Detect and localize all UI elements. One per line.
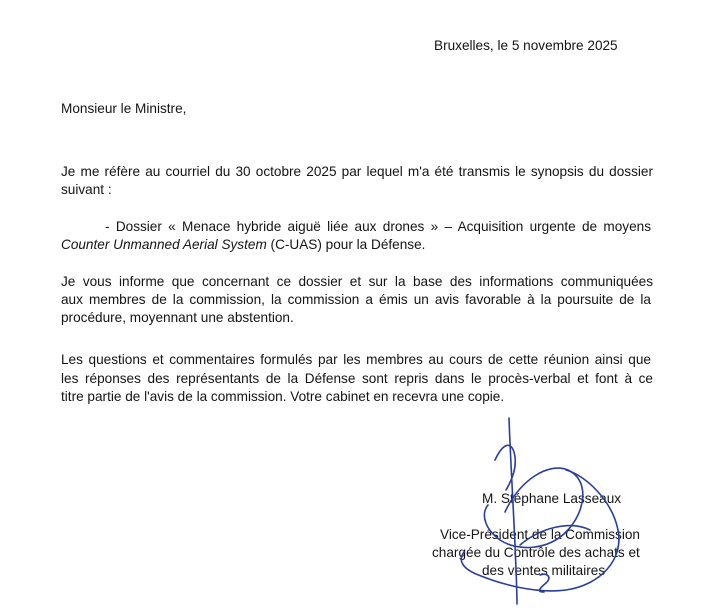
paragraph-3-line-1: Les questions et commentaires formulés par les membres au cours de cette réunion ainsi que — [61, 352, 651, 367]
signatory-role-line-1: Vice-Président de la Commission — [440, 527, 640, 542]
paragraph-3-line-2: les réponses des représentants de la Défense sont repris dans le procès-verbal et font à ce — [61, 371, 653, 386]
signatory-role-line-2: chargée du Contrôle des achats et — [432, 545, 640, 560]
dossier-line-2-rest: (C-UAS) pour la Défense. — [266, 237, 426, 252]
signatory-role-line-3: des ventes militaires — [482, 563, 606, 578]
paragraph-2-line-2: aux membres de la commission, la commission a émis un avis favorable à la poursuite de la — [61, 292, 651, 307]
salutation: Monsieur le Ministre, — [61, 101, 187, 116]
dossier-system-name: Counter Unmanned Aerial System — [61, 237, 267, 252]
paragraph-2-line-1: Je vous informe que concernant ce dossier et sur la base des informations communiquées — [61, 274, 653, 289]
dossier-line-2 — [61, 236, 425, 254]
signatory-name: M. Stéphane Lasseaux — [482, 491, 622, 506]
paragraph-1-line-2: suivant : — [61, 182, 112, 197]
paragraph-2-line-3: procédure, moyennant une abstention. — [61, 310, 294, 325]
paragraph-1-line-1: Je me réfère au courriel du 30 octobre 2025 par lequel m'a été transmis le synopsis du dossier — [61, 164, 653, 179]
dossier-line-1: - Dossier « Menace hybride aiguë liée aux drones » – Acquisition urgente de moyens — [105, 219, 651, 234]
paragraph-3-line-3: titre partie de l'avis de la commission. Votre cabinet en recevra une copie. — [61, 389, 505, 404]
letter-date: Bruxelles, le 5 novembre 2025 — [434, 38, 618, 53]
